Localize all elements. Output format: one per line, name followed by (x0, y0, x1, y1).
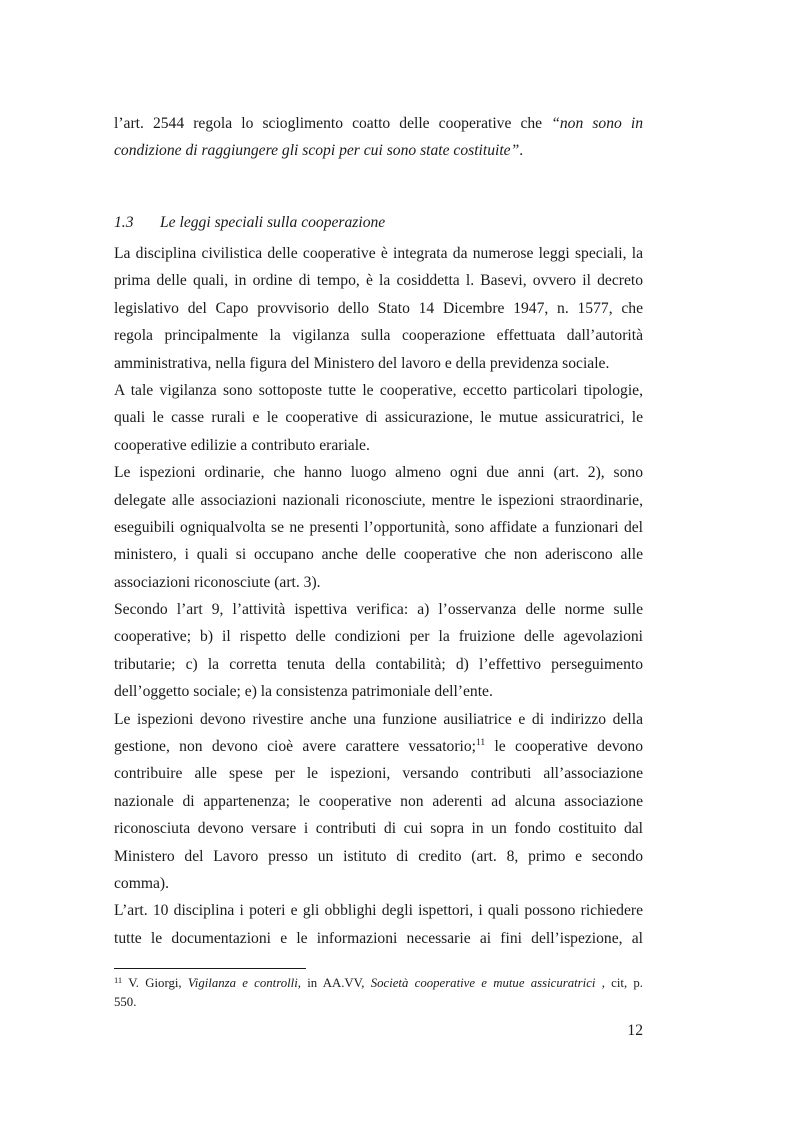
text-line: contribuire alle spese per le ispezioni, versando contributi all’associazione (114, 765, 643, 783)
text-line: amministrativa, nella figura del Ministero del lavoro e della previdenza sociale. (114, 354, 610, 372)
text-line: tutte le documentazioni e le informazioni necessarie ai fini dell’ispezione, al (114, 929, 643, 947)
text-line: associazioni riconosciute (art. 3). (114, 573, 321, 591)
text-line: nazionale di appartenenza; le cooperative non aderenti ad alcuna associazione (114, 792, 643, 810)
text-line: eseguibili ogniqualvolta se ne presenti l’opportunità, sono affidate a funzionari del (114, 518, 643, 536)
text-line: gestione, non devono cioè avere carattere vessatorio;$^{11}$ le cooperative devono (114, 738, 643, 756)
text-line: cooperative edilizie a contributo erariale. (114, 436, 370, 454)
section-heading (114, 209, 385, 236)
section-number: 1.3 (114, 214, 134, 231)
text-line: condizione di raggiungere gli scopi per cui sono state costituite”. (114, 142, 524, 160)
footnote-ref[interactable]: 11 (476, 738, 486, 749)
text-line: riconosciuta devono versare i contributi di cui sopra in un fondo costituito dal (114, 820, 643, 838)
page-number: 12 (627, 1022, 643, 1039)
text-line: tributarie; c) la corretta tenuta della contabilità; d) l’effettivo perseguimento (114, 655, 643, 673)
text-line: quali le casse rurali e le cooperative di assicurazione, le mutue assicuratrici, le (114, 409, 643, 427)
footnote: $^{11}$ V. Giorgi, Vigilanza e controlli, in AA.VV, Società cooperative e mutue assicuratrici , cit, p. (114, 975, 643, 990)
text-line: Le ispezioni devono rivestire anche una funzione ausiliatrice e di indirizzo della (114, 710, 643, 728)
text-line: comma). (114, 874, 169, 892)
text-line: ministero, i quali si occupano anche delle cooperative che non aderiscono alle (114, 546, 643, 564)
text-line: l’art. 2544 regola lo scioglimento coatto delle cooperative che “non sono in (114, 115, 643, 132)
text-line: delegate alle associazioni nazionali riconosciute, mentre le ispezioni straordinarie, (114, 491, 643, 509)
footnote-continuation: 550. (114, 995, 137, 1009)
text-line: legislativo del Capo provvisorio dello Stato 14 Dicembre 1947, n. 1577, che (114, 299, 643, 317)
text-line: prima delle quali, in ordine di tempo, è la cosiddetta l. Basevi, ovvero il decreto (114, 272, 643, 290)
text-line: dell’oggetto sociale; e) la consistenza patrimoniale dell’ente. (114, 683, 493, 701)
text-line: Le ispezioni ordinarie, che hanno luogo almeno ogni due anni (art. 2), sono (114, 464, 643, 482)
text-line: A tale vigilanza sono sottoposte tutte le cooperative, eccetto particolari tipologie, (114, 381, 643, 399)
text-line: La disciplina civilistica delle cooperative è integrata da numerose leggi speciali, la (114, 245, 643, 262)
body-text (114, 240, 643, 952)
text-line: L’art. 10 disciplina i poteri e gli obblighi degli ispettori, i quali possono richiedere (114, 902, 643, 920)
intro-paragraph (114, 110, 643, 165)
text-line: Secondo l’art 9, l’attività ispettiva verifica: a) l’osservanza delle norme sulle (114, 601, 643, 619)
text-line: Ministero del Lavoro presso un istituto di credito (art. 8, primo e secondo (114, 847, 643, 865)
section-title: Le leggi speciali sulla cooperazione (160, 214, 386, 231)
text-line: regola principalmente la vigilanza sulla cooperazione effettuata dall’autorità (114, 327, 643, 345)
footnote-divider (114, 968, 306, 969)
footnote-number: 11 (114, 975, 123, 985)
text-line: cooperative; b) il rispetto delle condizioni per la fruizione delle agevolazioni (114, 628, 643, 646)
